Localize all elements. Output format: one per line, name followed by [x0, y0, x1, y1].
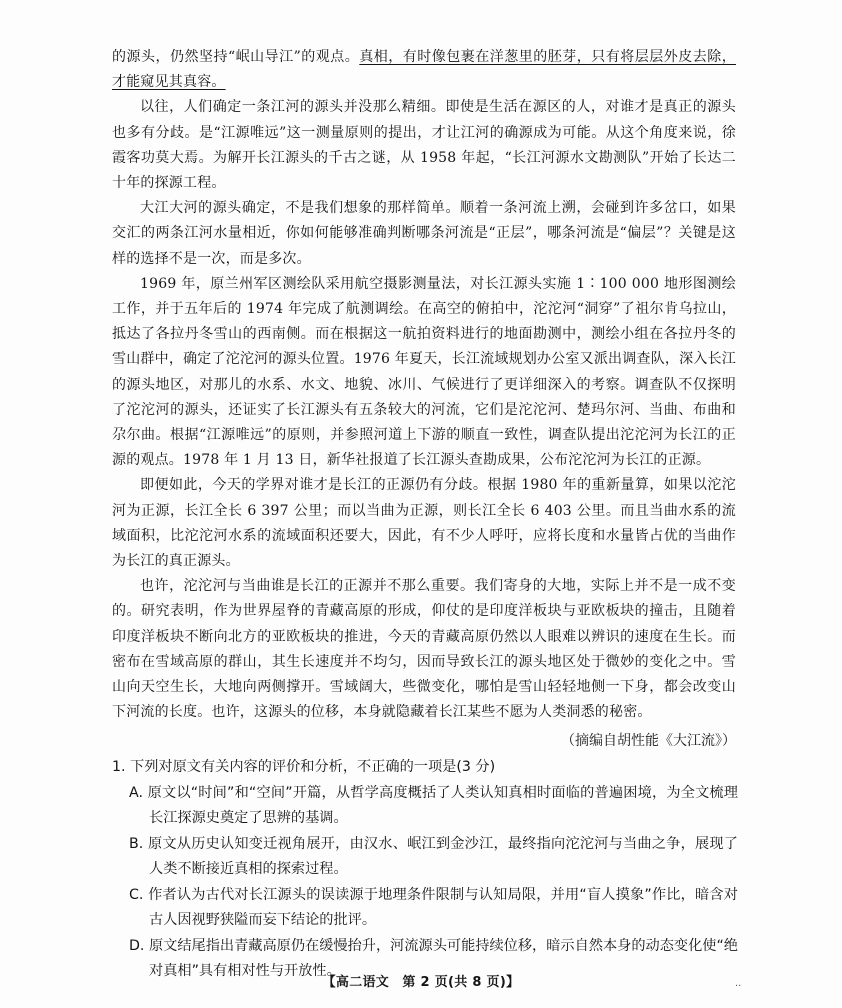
- question-stem: 1. 下列对原文有关内容的评价和分析，不正确的一项是(3 分): [112, 759, 496, 775]
- option-b: B. 原文从历史认知变迁视角展开，由汉水、岷江到金沙江，最终指向沱沱河与当曲之争，展现了人类不断接近真相的探索过程。: [129, 835, 738, 877]
- source-citation: （摘编自胡性能《大江流》）: [561, 733, 736, 749]
- underlined-sentence: 真相，有时像包裹在洋葱里的胚芽，只有将层层外皮去除，才能窥见其真容。: [112, 49, 736, 91]
- page-footer: 【高二语文 第 2 页(共 8 页)】: [322, 975, 520, 990]
- passage-paragraph-1: [112, 45, 736, 95]
- passage-paragraph-5: 即便如此，今天的学界对谁才是长江的正源仍有分歧。根据 1980 年的重新量算，如果以沱沱河为正源，长江全长 6 397 公里；而以当曲为正源，则长江全长 6 403 公里。而且当曲水系的流域面积，比沱沱河水系的流域面积还要大，因此，有不少人呼吁，应将长度和水量皆占优的当曲作为长江的真正源头。: [112, 477, 736, 570]
- reading-passage: [112, 45, 736, 725]
- corner-mark: ..: [735, 978, 742, 989]
- passage-paragraph-6: 也许，沱沱河与当曲谁是长江的正源并不那么重要。我们寄身的大地，实际上并不是一成不变的。研究表明，作为世界屋脊的青藏高原的形成，仰仗的是印度洋板块与亚欧板块的撞击，且随着印度洋板块不断向北方的亚欧板块的推进，今天的青藏高原仍然以人眼难以辨识的速度在生长。而密布在雪域高原的群山，其生长速度并不均匀，因而导致长江的源头地区处于微妙的变化之中。雪山向天空生长，大地向两侧撑开。雪域阔大，些微变化，哪怕是雪山轻轻地侧一下身，都会改变山下河流的长度。也许，这源头的位移，本身就隐藏着长江某些不愿为人类洞悉的秘密。: [112, 578, 736, 721]
- paragraph-lead-text: 的源头，仍然坚持“岷山导江”的观点。: [112, 49, 360, 65]
- option-c: C. 作者认为古代对长江源头的误读源于地理条件限制与认知局限，并用“盲人摸象”作比，暗含对古人因视野狭隘而妄下结论的批评。: [129, 886, 738, 928]
- option-d: D. 原文结尾指出青藏高原仍在缓慢抬升，河流源头可能持续位移，暗示自然本身的动态变化使“绝对真相”具有相对性与开放性。: [129, 937, 738, 979]
- passage-paragraph-4: 1969 年，原兰州军区测绘队采用航空摄影测量法，对长江源头实施 1∶100 000 地形图测绘工作，并于五年后的 1974 年完成了航测调绘。在高空的俯拍中，沱沱河“洞穿”了祖尔肯乌拉山，抵达了各拉丹冬雪山的西南侧。而在根据这一航拍资料进行的地面勘测中，测绘小组在各拉丹冬的雪山群中，确定了沱沱河的源头位置。1976 年夏天，长江流域规划办公室又派出调查队，深入长江的源头地区，对那儿的水系、水文、地貌、冰川、气候进行了更详细深入的考察。调查队不仅探明了沱沱河的源头，还证实了长江源头有五条较大的河流，它们是沱沱河、楚玛尔河、当曲、布曲和尕尔曲。根据“江源唯远”的原则，并参照河道上下游的顺直一致性，调查队提出沱沱河为长江的正源的观点。1978 年 1 月 13 日，新华社报道了长江源头查勘成果，公布沱沱河为长江的正源。: [112, 275, 736, 469]
- option-a: A. 原文以“时间”和“空间”开篇，从哲学高度概括了人类认知真相时面临的普遍困境，为全文梳理长江探源史奠定了思辨的基调。: [129, 784, 738, 826]
- question-1: [112, 755, 738, 985]
- passage-paragraph-2: 以往，人们确定一条江河的源头并没那么精细。即使是生活在源区的人，对谁才是真正的源头也多有分歧。是“江源唯远”这一测量原则的提出，才让江河的确源成为可能。从这个角度来说，徐霞客功莫大焉。为解开长江源头的千古之谜，从 1958 年起，“长江河源水文勘测队”开始了长达二十年的探源工程。: [112, 99, 736, 192]
- passage-paragraph-3: 大江大河的源头确定，不是我们想象的那样简单。顺着一条河流上溯，会碰到许多岔口，如果交汇的两条江河水量相近，你如何能够准确判断哪条河流是“正层”，哪条河流是“偏层”？关键是这样的选择不是一次，而是多次。: [112, 200, 736, 267]
